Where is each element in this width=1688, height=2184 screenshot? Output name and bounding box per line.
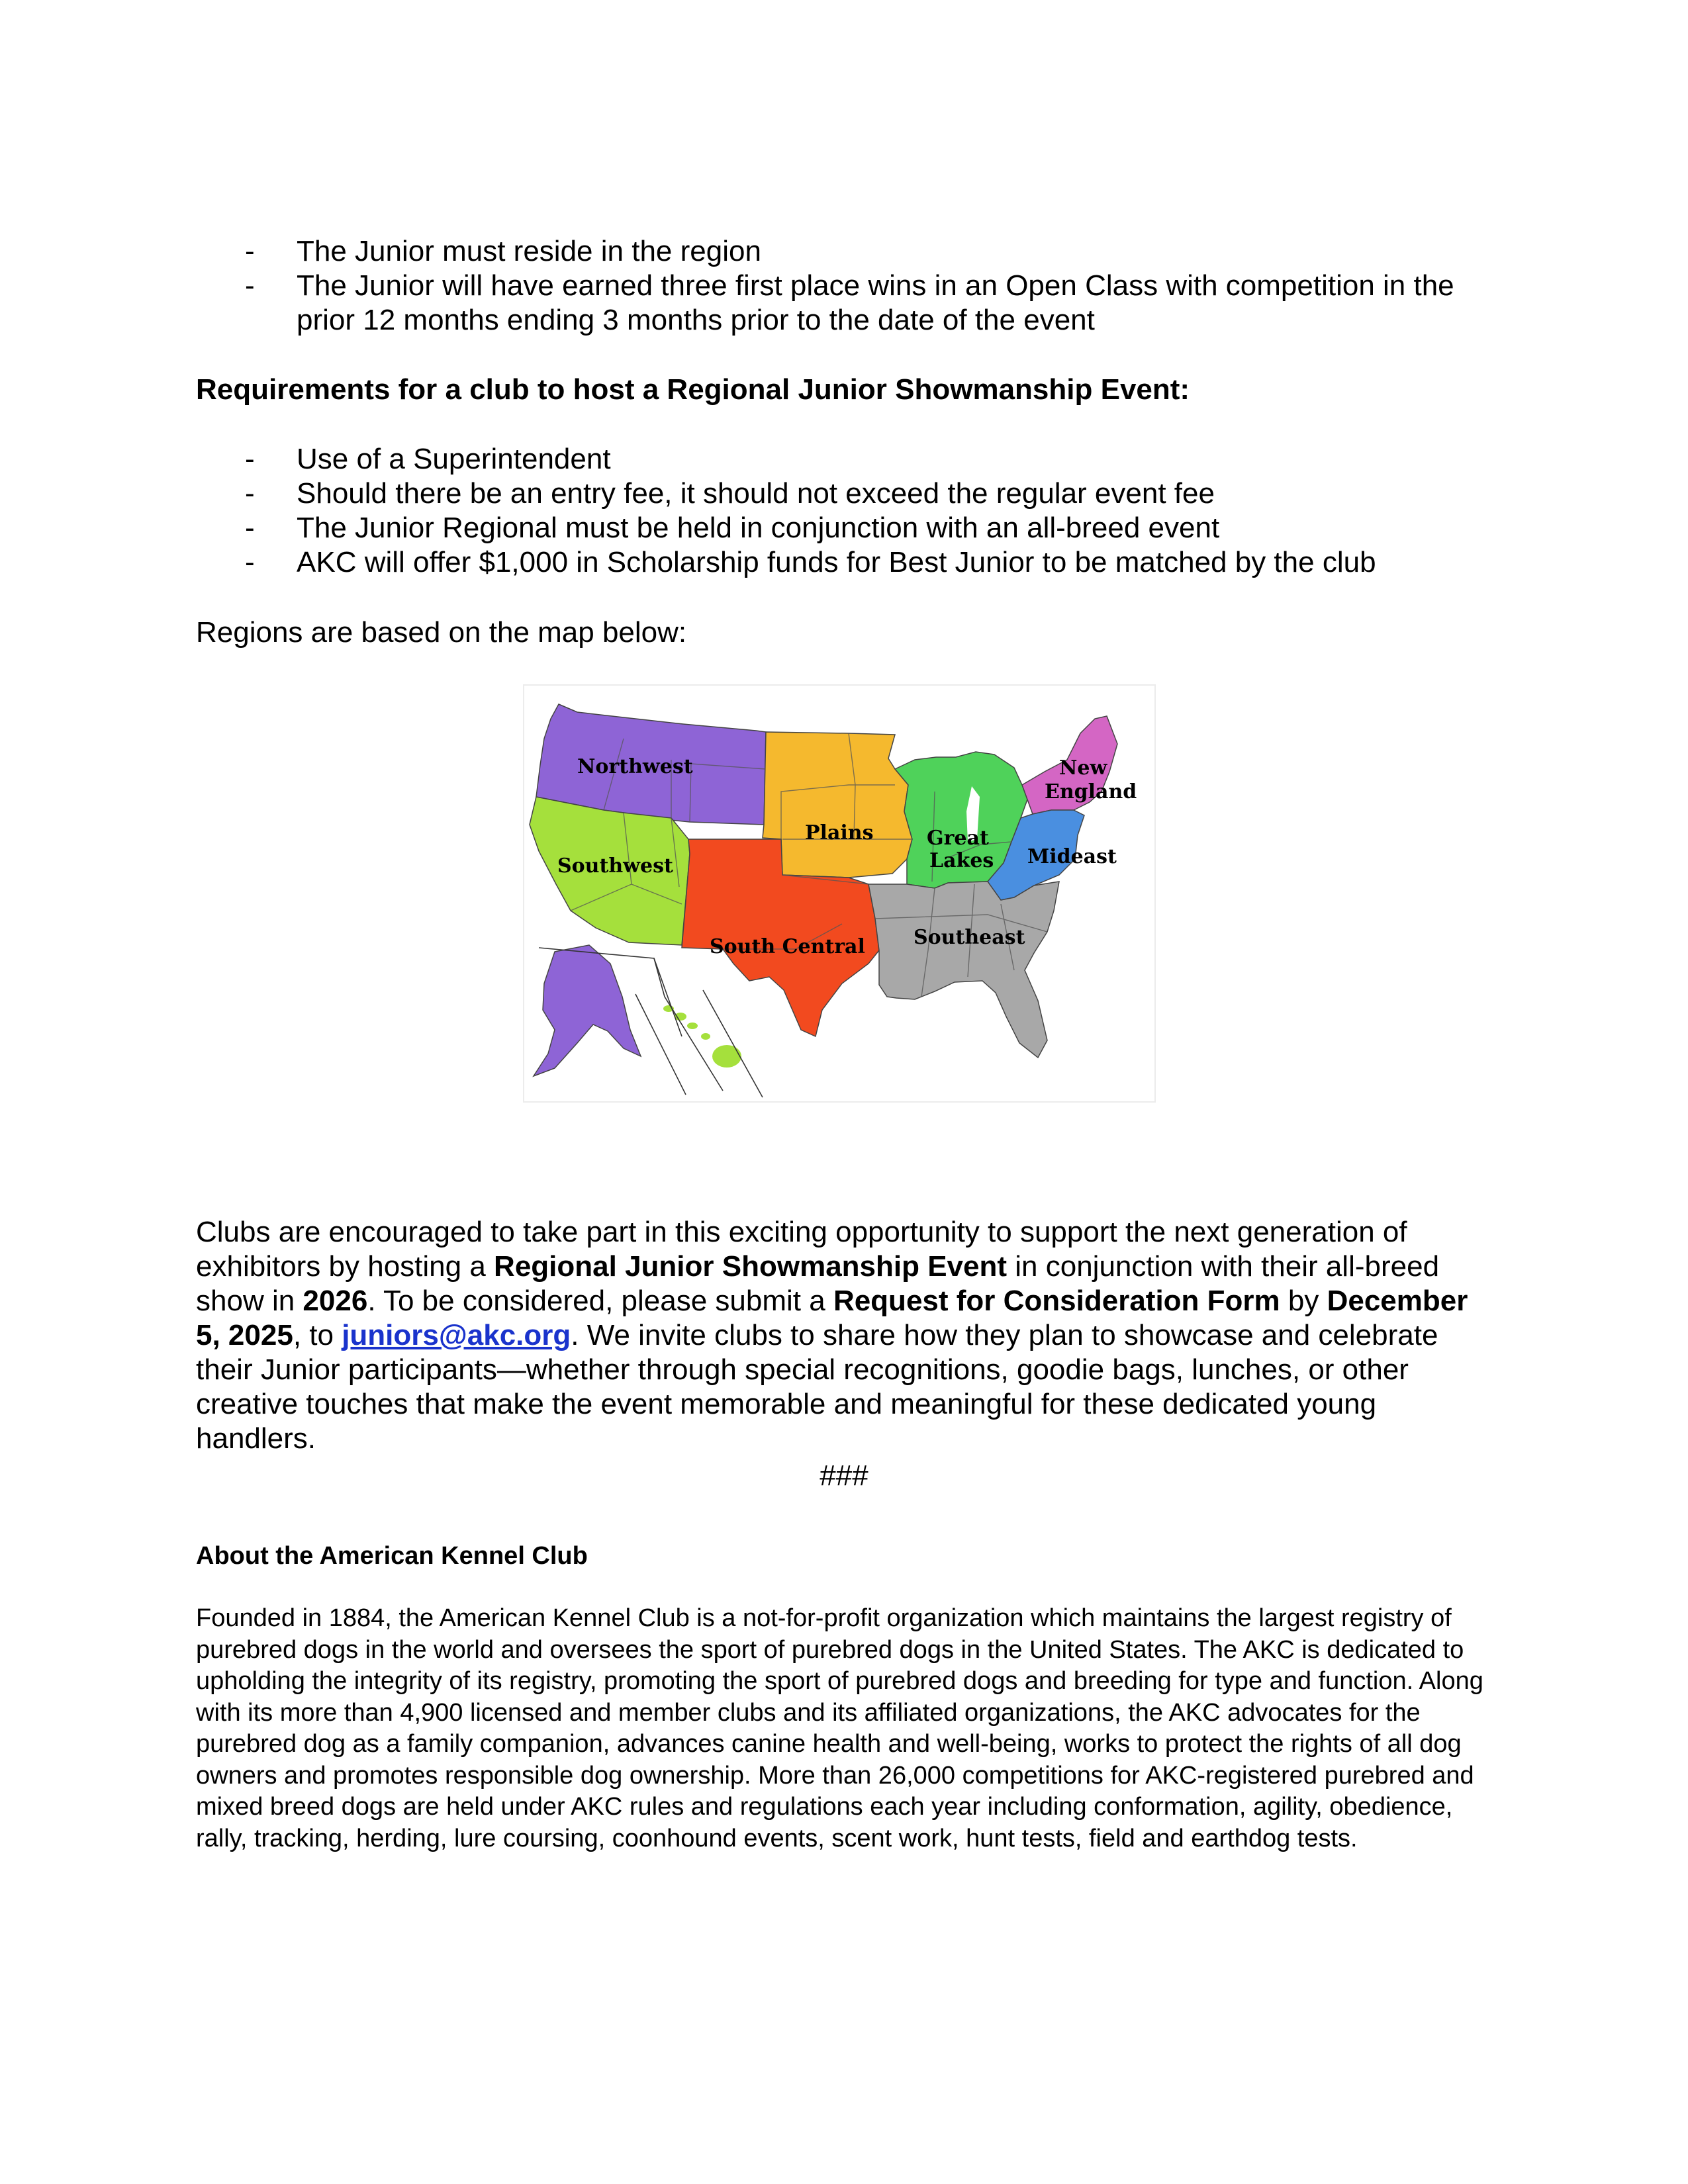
end-mark: ### bbox=[820, 1459, 868, 1492]
list-item: - AKC will offer $1,000 in Scholarship funds for Best Junior to be matched by the club bbox=[245, 546, 1376, 578]
label-mideast: Mideast bbox=[1027, 845, 1117, 868]
form-name: Request for Consideration Form bbox=[833, 1285, 1280, 1317]
label-plains: Plains bbox=[805, 821, 874, 844]
label-great: Great bbox=[927, 827, 989, 850]
list-item: - The Junior must reside in the region bbox=[245, 235, 761, 267]
host-requirements-heading: Requirements for a club to host a Regional Junior Showmanship Event: bbox=[196, 373, 1190, 406]
label-northwest: Northwest bbox=[577, 755, 693, 778]
list-item: - Use of a Superintendent bbox=[245, 443, 611, 475]
deadline-date: December 5, 2025 bbox=[196, 1285, 1468, 1351]
eligibility-list bbox=[196, 234, 1520, 338]
list-item: - The Junior will have earned three first place wins in an Open Class with competition in the prior 12 months ending 3 months prior to the date of the event bbox=[245, 269, 1454, 336]
label-new: New bbox=[1059, 756, 1107, 780]
regions-intro: Regions are based on the map below: bbox=[196, 616, 687, 649]
list-item: - Should there be an entry fee, it should not exceed the regular event fee bbox=[245, 477, 1215, 510]
cta-paragraph: Clubs are encouraged to take part in this exciting opportunity to support the next generation of exhibitors by hosting a Regional Junior Showmanship Event in conjunction with their all-breed show in 2026. To be considered, please submit a Request for Consideration Form by December 5, 2025, to juniors@akc.org. We invite clubs to share how they plan to showcase and celebrate their Junior participants—whether through special recognitions, goodie bags, lunches, or other creative touches that make the event memorable and meaningful for these dedicated young handlers. bbox=[196, 1216, 1468, 1455]
label-england: England bbox=[1045, 780, 1137, 803]
label-southeast: Southeast bbox=[914, 926, 1025, 949]
host-requirements-list bbox=[196, 442, 1520, 580]
label-south-central: South Central bbox=[710, 935, 865, 958]
about-title: About the American Kennel Club bbox=[196, 1542, 588, 1570]
region-alaska bbox=[534, 945, 641, 1076]
about-text: Founded in 1884, the American Kennel Club is a not-for-profit organization which maintains the largest registry of purebred dogs in the world and oversees the sport of purebred dogs in the United States. The AKC is dedicated to upholding the integrity of its registry, promoting the sport of purebred dogs and breeding for type and function. Along with its more than 4,900 licensed and member clubs and its affiliated organizations, the AKC advocates for the purebred dog as a family companion, advances canine health and well-being, works to protect the rights of all dog owners and promotes responsible dog ownership. More than 26,000 competitions for AKC-registered purebred and mixed breed dogs are held under AKC rules and regulations each year including conformation, agility, obedience, rally, tracking, herding, lure coursing, coonhound events, scent work, hunt tests, field and earthdog tests. bbox=[196, 1604, 1483, 1852]
region-plains bbox=[763, 732, 912, 878]
juniors-email-link[interactable]: juniors@akc.org bbox=[342, 1319, 571, 1351]
region-southeast bbox=[868, 882, 1059, 1058]
us-regions-map-svg bbox=[524, 686, 1154, 1101]
show-year: 2026 bbox=[303, 1285, 368, 1317]
label-lakes: Lakes bbox=[929, 849, 994, 872]
regions-map bbox=[523, 684, 1156, 1103]
label-southwest: Southwest bbox=[557, 854, 673, 878]
list-item: - The Junior Regional must be held in conjunction with an all-breed event bbox=[245, 512, 1220, 544]
event-name: Regional Junior Showmanship Event bbox=[494, 1250, 1008, 1283]
